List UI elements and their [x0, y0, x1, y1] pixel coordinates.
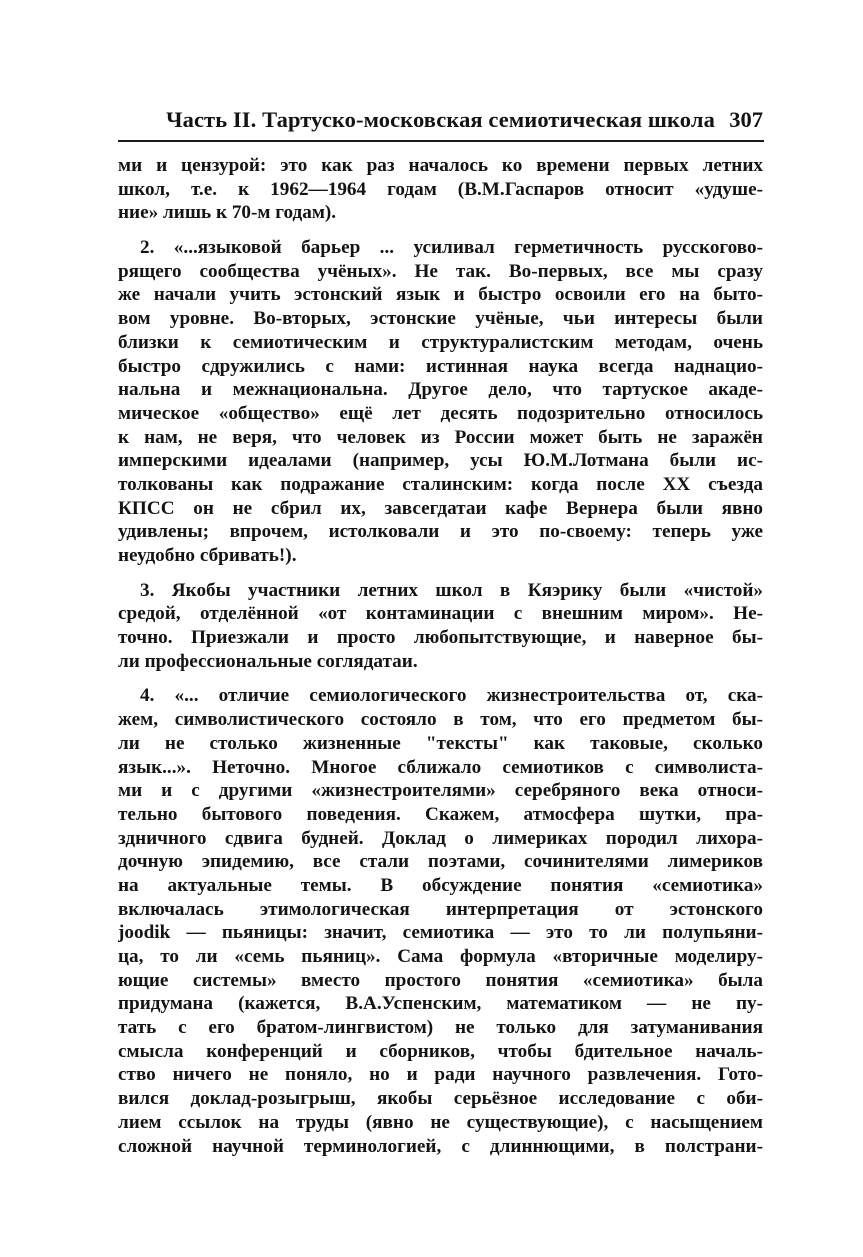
- text-line: средой, отделённой «от контаминации с внешним миром». Не-: [118, 603, 763, 625]
- text-line: быстро сдружились с нами: истинная наука всегда наднацио-: [118, 355, 763, 377]
- text-line: жем, символистического состояло в том, что его предметом бы-: [118, 709, 763, 731]
- text-line: здничного сдвига будней. Доклад о лимериках породил лихора-: [118, 827, 763, 849]
- text-line: лием ссылок на труды (явно не существующие), с насыщением: [118, 1111, 763, 1133]
- text-line: 4. «... отличие семиологического жизнестроительства от, ска-: [140, 685, 763, 707]
- body-text: [118, 154, 763, 1158]
- text-line: придумана (кажется, В.А.Успенским, математиком — не пу-: [118, 993, 763, 1015]
- header-rule: [118, 140, 764, 142]
- text-line: к нам, не веря, что человек из России может быть не заражён: [118, 426, 763, 448]
- text-line: же начали учить эстонский язык и быстро освоили его на быто-: [118, 284, 763, 306]
- text-line: 3. Якобы участники летних школ в Кяэрику были «чистой»: [140, 579, 763, 601]
- text-line: язык...». Неточно. Многое сближало семиотиков с символиста-: [118, 756, 763, 778]
- text-line: ми и цензурой: это как раз началось ко времени первых летних: [118, 155, 763, 176]
- page-number: 307: [729, 107, 763, 132]
- text-line: мическое «общество» ещё лет десять подозрительно относилось: [118, 402, 763, 424]
- text-line: КПСС он не сбрил их, завсегдатаи кафе Вернера были явно: [118, 497, 763, 519]
- text-line: тельно бытового поведения. Скажем, атмосфера шутки, пра-: [118, 803, 763, 825]
- text-line: неудобно сбривать!).: [118, 545, 297, 566]
- text-line: ли не столько жизненные "тексты" как таковые, сколько: [118, 732, 763, 754]
- text-line: школ, т.е. к 1962—1964 годам (В.М.Гаспаров относит «удуше-: [118, 178, 763, 200]
- text-line: вился доклад-розыгрыш, якобы серьёзное исследование с оби-: [118, 1088, 763, 1110]
- text-line: вом уровне. Во-вторых, эстонские учёные, чьи интересы были: [118, 308, 763, 330]
- text-line: смысла конференций и сборников, чтобы бдительное началь-: [118, 1040, 763, 1062]
- text-line: ние» лишь к 70-м годам).: [118, 202, 337, 224]
- text-line: дочную эпидемию, все стали поэтами, сочинителями лимериков: [118, 851, 763, 873]
- running-head: [118, 104, 763, 136]
- running-head-title: Часть II. Тартуско-московская семиотическая школа: [166, 107, 715, 132]
- text-line: точно. Приезжали и просто любопытствующие, и наверное бы-: [118, 627, 763, 649]
- text-line: имперскими идеалами (например, усы Ю.М.Лотмана были ис-: [118, 450, 763, 472]
- text-line: включалась этимологическая интерпретация от эстонского: [118, 898, 763, 920]
- text-line: ца, то ли «семь пьяниц». Сама формула «вторичные моделиру-: [118, 946, 763, 967]
- text-line: ли профессиональные соглядатаи.: [118, 650, 418, 672]
- text-line: ство ничего не поняло, но и ради научного развлечения. Гото-: [118, 1064, 763, 1086]
- text-line: на актуальные темы. В обсуждение понятия «семиотика»: [118, 874, 763, 896]
- text-line: нальна и межнациональна. Другое дело, что тартуское акаде-: [118, 379, 763, 401]
- text-line: толкованы как подражание сталинским: когда после XX съезда: [118, 473, 763, 495]
- text-line: близки к семиотическим и структуралистским методам, очень: [118, 331, 763, 353]
- text-line: ми и с другими «жизнестроителями» серебряного века относи-: [118, 780, 763, 802]
- text-line: 2. «...языковой барьер ... усиливал герметичность русскогово-: [140, 237, 763, 259]
- text-line: сложной научной терминологией, с длиннющими, в полстрани-: [118, 1135, 763, 1157]
- text-line: удивлены; впрочем, истолковали и это по-своему: теперь уже: [118, 521, 763, 543]
- text-line: тать с его братом-лингвистом) не только для затуманивания: [118, 1017, 763, 1039]
- text-line: joodik — пьяницы: значит, семиотика — это то ли полупьяни-: [118, 922, 763, 944]
- text-line: рящего сообщества учёных». Не так. Во-первых, все мы сразу: [118, 260, 763, 282]
- text-line: ющие системы» вместо простого понятия «семиотика» была: [118, 969, 763, 991]
